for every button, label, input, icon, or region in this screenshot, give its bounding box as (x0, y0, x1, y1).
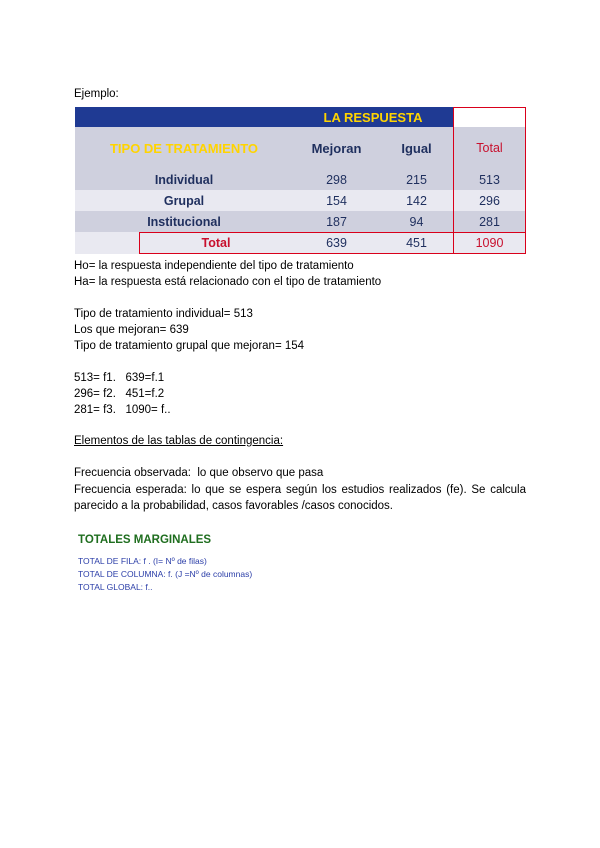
row-label-total: Total (139, 232, 293, 254)
example-line-1: Tipo de tratamiento individual= 513 (74, 308, 253, 320)
example-line-3: Tipo de tratamiento grupal que mejoran= 154 (74, 340, 305, 352)
contingency-table (75, 107, 526, 254)
expected-frequency: Frecuencia esperada: lo que se espera según los estudios realizados (fe). Se calcula parecido a la probabilidad, casos favorables /casos conocidos. (74, 484, 526, 512)
cell-grupal-mejoran: 154 (293, 190, 380, 211)
elements-title: Elementos de las tablas de contingencia: (74, 435, 284, 447)
cell-individual-mejoran: 298 (293, 169, 380, 190)
cell-institucional-total: 281 (453, 211, 526, 232)
cell-grand-total: 1090 (453, 232, 526, 254)
table-corner-cell (75, 107, 293, 127)
col-header-total: Total (453, 127, 526, 169)
cell-institucional-mejoran: 187 (293, 211, 380, 232)
example-line-2: Los que mejoran= 639 (74, 324, 189, 336)
notation-line-3: 281= f3. 1090= f.. (74, 404, 171, 416)
treatment-header: TIPO DE TRATAMIENTO (75, 127, 293, 169)
row-label-grupal: Grupal (75, 190, 293, 211)
marginal-column-total: TOTAL DE COLUMNA: f. (J =Nº de columnas) (78, 569, 253, 579)
cell-individual-total: 513 (453, 169, 526, 190)
hypothesis-alternative: Ha= la respuesta está relacionado con el tipo de tratamiento (74, 276, 382, 288)
marginal-global-total: TOTAL GLOBAL: f.. (78, 582, 153, 592)
example-label: Ejemplo: (74, 88, 119, 100)
row-label-individual: Individual (75, 169, 293, 190)
observed-frequency: Frecuencia observada: lo que observo que pasa (74, 467, 324, 479)
cell-institucional-igual: 94 (380, 211, 453, 232)
cell-total-mejoran: 639 (293, 232, 380, 254)
cell-grupal-total: 296 (453, 190, 526, 211)
row-label-institucional: Institucional (75, 211, 293, 232)
cell-grupal-igual: 142 (380, 190, 453, 211)
group-header: LA RESPUESTA (293, 107, 453, 127)
col-header-mejoran: Mejoran (293, 127, 380, 169)
hypothesis-null: Ho= la respuesta independiente del tipo de tratamiento (74, 260, 354, 272)
cell-individual-igual: 215 (380, 169, 453, 190)
marginals-title: TOTALES MARGINALES (78, 534, 212, 546)
notation-line-2: 296= f2. 451=f.2 (74, 388, 165, 400)
notation-line-1: 513= f1. 639=f.1 (74, 372, 165, 384)
total-row-blank (75, 232, 139, 254)
cell-total-igual: 451 (380, 232, 453, 254)
total-header-blank (453, 107, 526, 127)
marginal-row-total: TOTAL DE FILA: f . (I= Nº de filas) (78, 556, 207, 566)
col-header-igual: Igual (380, 127, 453, 169)
